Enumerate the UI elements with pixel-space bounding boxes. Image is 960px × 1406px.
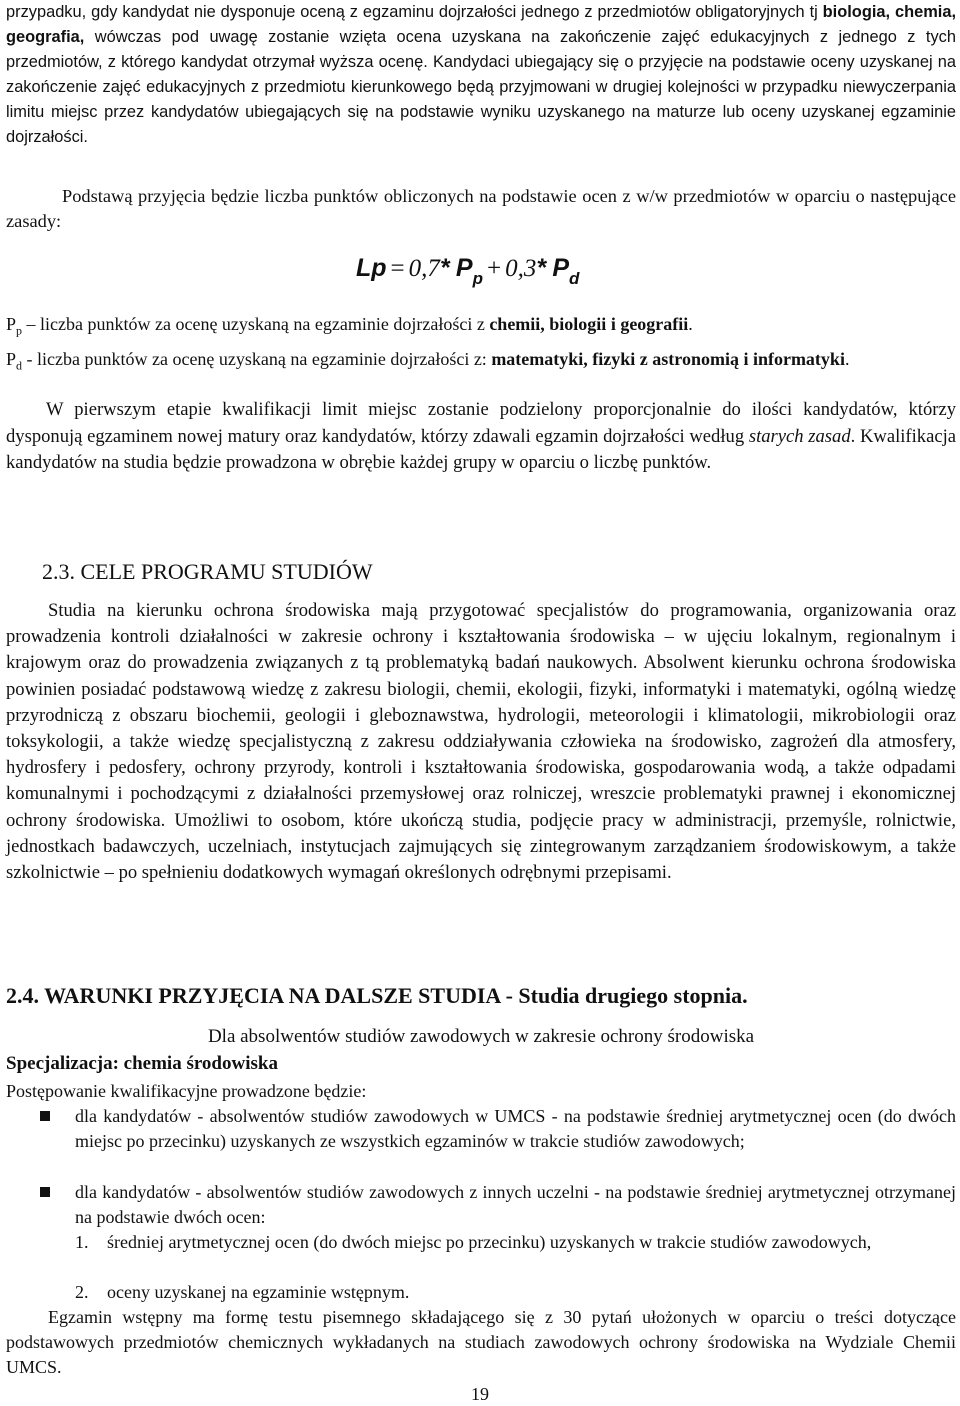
bold-subjects: matematyki, fizyki z astronomią i informatyki: [491, 349, 845, 369]
heading-text: 2.4. WARUNKI PRZYJĘCIA NA DALSZE STUDIA - Studia drugiego stopnia.: [6, 983, 748, 1008]
formula-times-2: *: [536, 254, 547, 282]
formula-coef-2: 0,3: [505, 255, 537, 282]
symbol-sub-p: p: [16, 323, 23, 338]
text-run: .: [688, 314, 693, 334]
square-bullet-icon: [40, 1187, 50, 1197]
paragraph-qualification-stage: [6, 397, 956, 477]
definition-pp: [6, 312, 956, 344]
item-text: średniej arytmetycznej ocen (do dwóch miejsc po przecinku) uzyskanych w trakcie studiów zawodowych,: [107, 1232, 872, 1252]
item-number: 1.: [75, 1232, 89, 1252]
page-number: 19: [471, 1384, 489, 1404]
italic-term: starych zasad: [748, 425, 851, 447]
subheading-graduates: Dla absolwentów studiów zawodowych w zakresie ochrony środowiska: [207, 1026, 755, 1047]
list-item-text: dla kandydatów - absolwentów studiów zawodowych z innych uczelni - na podstawie średniej arytmetycznej otrzymanej na podstawie dwóch ocen:: [75, 1182, 956, 1227]
bold-subjects: biologia, chemia, geografia,: [6, 3, 956, 46]
text-run: – liczba punktów za ocenę uzyskaną na egzaminie dojrzałości z: [22, 314, 490, 334]
section-heading-2-3: 2.3. CELE PROGRAMU STUDIÓW: [42, 559, 373, 584]
formula-lhs: Lp: [356, 254, 387, 282]
symbol-sub-d: d: [16, 358, 23, 373]
formula-times-1: *: [439, 254, 450, 282]
symbol-p: P: [6, 349, 17, 369]
specialization-text: Specjalizacja: chemia środowiska: [6, 1053, 278, 1074]
text-run: W pierwszym etapie kwalifikacji limit miejsc zostanie podzielony proporcjonalnie do ilości kandydatów, którzy dysponują egzaminem nowej matury oraz kandydatów, którzy zdawali egzamin dojrzałości według: [6, 399, 956, 447]
text-run: przypadku, gdy kandydat nie dysponuje oceną z egzaminu dojrzałości jednego z przedmiotów obligatoryjnych tj: [6, 3, 823, 21]
formula-pp: P: [455, 254, 473, 282]
specialization-label: [6, 1051, 956, 1077]
paragraph-points-basis: Podstawą przyjęcia będzie liczba punktów obliczonych na podstawie ocen z w/w przedmiotów w oparciu o następujące zasady:: [6, 186, 956, 231]
paragraph-program-goals: Studia na kierunku ochrona środowiska mają przygotować specjalistów do programowania, organizowania oraz prowadzenia kontroli działalności w zakresie ochrony i kształtowania środowiska – w ujęciu lokalnym, regionalnym i krajowym oraz do prowadzenia związanych z tą problematyką badań naukowych. Absolwent kierunku ochrona środowiska powinien posiadać podstawową wiedzę z zakresu biologii, chemii, ekologii, fizyki, informatyki i matematyki, ogólną wiedzę przyrodniczą z obszaru biochemii, geologii i gleboznawstwa, hydrologii, meteorologii i klimatologii, mikrobiologii oraz toksykologii, a także wiedzę specjalistyczną z zakresu oddziaływania człowieka na środowisko, zagrożeń dla atmosfery, hydrosfery i pedosfery, ochrony przyrody, kontroli i kształtowania środowiska, gospodarowania wodą, a także odpadami komunalnymi i pochodzącymi z działalności przemysłowej oraz rolniczej, wreszcie problematyki prawnej i ekonomicznej ochrony środowiska. Umożliwi to osobom, które ukończą studia, podjęcie pracy w administracji, przemyśle, rolnictwie, jednostkach badawczych, uczelniach, instytucjach zajmujących się zintegrowanym zarządzaniem środowiskowym, a także szkolnictwie – po spełnieniu dodatkowych wymagań określonych odrębnymi przepisami.: [6, 600, 956, 884]
formula-pp-sub: p: [472, 269, 483, 288]
formula-lp: [356, 253, 579, 294]
item-text: oceny uzyskanej na egzaminie wstępnym.: [107, 1282, 410, 1302]
procedure-intro: Postępowanie kwalifikacyjne prowadzone będzie:: [6, 1081, 367, 1101]
formula-pd: P: [552, 254, 569, 282]
definition-pd: [6, 347, 956, 379]
formula-pd-sub: d: [569, 269, 580, 288]
symbol-p: P: [6, 314, 17, 334]
section-heading-2-4: [6, 982, 748, 1010]
list-item-text: dla kandydatów - absolwentów studiów zawodowych w UMCS - na podstawie średniej arytmetycznej ocen (do dwóch miejsc po przecinku) uzyskanych ze wszystkich egzaminów w trakcie studiów zawodowych;: [75, 1106, 956, 1151]
text-run: .: [844, 349, 850, 369]
formula-plus: +: [486, 255, 502, 282]
text-run: wówczas pod uwagę zostanie wzięta ocena uzyskana na zakończenie zajęć edukacyjnych z jednego z tych przedmiotów, z którego kandydat otrzymał wyższa ocenę. Kandydaci ubiegający się o przyjęcie na podstawie oceny uzyskanej na zakończenie zajęć edukacyjnych z przedmiotu kierunkowego będą przyjmowani w drugiej kolejności w przypadku niewyczerpania limitu miejsc przez kandydatów ubiegających się na podstawie wyniku uzyskanego na maturze lub oceny uzyskanej egzaminie dojrzałości.: [6, 28, 956, 146]
text-run: - liczba punktów za ocenę uzyskaną na egzaminie dojrzałości z:: [22, 349, 492, 369]
formula-equals: =: [390, 255, 405, 282]
bold-subjects: chemii, biologii i geografii: [489, 314, 689, 334]
paragraph-admission-grades: [6, 0, 956, 150]
item-number: 2.: [75, 1282, 89, 1302]
square-bullet-icon: [40, 1111, 50, 1121]
formula-coef-1: 0,7: [408, 255, 440, 282]
text-run: . Kwalifikacja kandydatów na studia będzie prowadzona w obrębie każdej grupy w oparciu o liczbę punktów.: [6, 425, 956, 473]
paragraph-entrance-exam: Egzamin wstępny ma formę testu pisemnego składającego się z 30 pytań ułożonych w oparciu o treści dotyczące podstawowych przedmiotów chemicznych wykładanych na studiach zawodowych ochrony środowiska na Wydziale Chemii UMCS.: [6, 1307, 956, 1377]
